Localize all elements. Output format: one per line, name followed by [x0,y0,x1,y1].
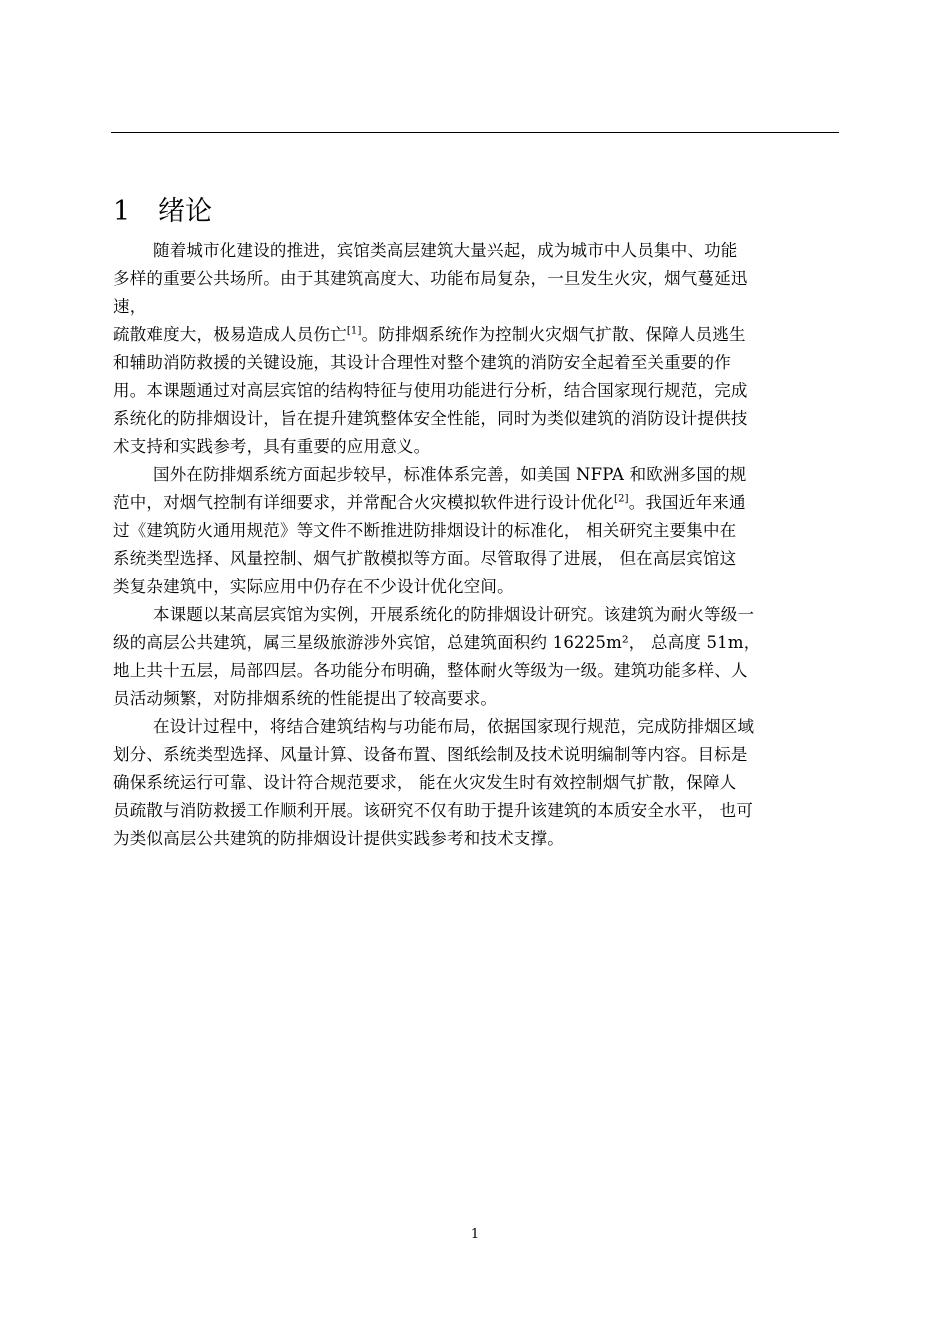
paragraph-line: 和辅助消防救援的关键设施，其设计合理性对整个建筑的消防安全起着至关重要的作 [113,353,731,372]
page-number: 1 [470,1227,480,1242]
citation-ref: [1] [346,325,362,337]
paragraph-line: 用。本课题通过对高层宾馆的结构特征与使用功能进行分析，结合国家现行规范，完成 [113,381,748,400]
paragraph-line: 类复杂建筑中，实际应用中仍存在不少设计优化空间。 [113,577,514,596]
paragraph-line: 系统化的防排烟设计，旨在提升建筑整体安全性能，同时为类似建筑的消防设计提供技 [113,409,748,428]
chapter-number: 1 [113,196,131,227]
line-text: 范中，对烟气控制有详细要求，并常配合火灾模拟软件进行设计优化 [113,493,614,512]
paragraph-line: 在设计过程中，将结合建筑结构与功能布局，依据国家现行规范，完成防排烟区域 [153,717,755,736]
paragraph-line: 多样的重要公共场所。由于其建筑高度大、功能布局复杂，一旦发生火灾，烟气蔓延迅 [113,269,748,288]
paragraph-line: 地上共十五层，局部四层。各功能分布明确，整体耐火等级为一级。建筑功能多样、人 [113,661,748,680]
line-text: 。我国近年来通 [628,493,746,512]
paragraph-line: 本课题以某高层宾馆为实例，开展系统化的防排烟设计研究。该建筑为耐火等级一 [153,605,755,624]
paragraph-line: 系统类型选择、风量控制、烟气扩散模拟等方面。尽管取得了进展， 但在高层宾馆这 [113,549,737,568]
paragraph-intro [113,237,838,461]
paragraph-project-overview [113,601,838,713]
citation-ref: [2] [614,493,629,505]
chapter-heading [113,196,212,228]
paragraph-line: 过《建筑防火通用规范》等文件不断推进防排烟设计的标准化， 相关研究主要集中在 [113,521,737,540]
line-text: 。防排烟系统作为控制火灾烟气扩散、保障人员逃生 [361,325,746,344]
body-text [113,237,838,853]
paragraph-line: 为类似高层公共建筑的防排烟设计提供实践参考和技术支撑。 [113,829,564,848]
paragraph-line: 速， [113,297,147,316]
line-text: 疏散难度大，极易造成人员伤亡 [113,325,347,344]
paragraph-line: 随着城市化建设的推进，宾馆类高层建筑大量兴起，成为城市中人员集中、功能 [153,241,738,260]
paragraph-line: 确保系统运行可靠、设计符合规范要求， 能在火灾发生时有效控制烟气扩散，保障人 [113,773,737,792]
paragraph-line: 员疏散与消防救援工作顺利开展。该研究不仅有助于提升该建筑的本质安全水平， 也可 [113,801,754,820]
paragraph-line: 员活动频繁，对防排烟系统的性能提出了较高要求。 [113,689,498,708]
paragraph-line [113,489,838,517]
paragraph-design-process [113,713,838,853]
paragraph-line [113,321,838,349]
paragraph-foreign-research [113,461,838,601]
header-rule [111,132,839,133]
chapter-title: 绪论 [158,196,212,227]
paragraph-line: 级的高层公共建筑，属三星级旅游涉外宾馆，总建筑面积约 16225m²， 总高度 51m， [113,633,761,652]
paragraph-line: 国外在防排烟系统方面起步较早，标准体系完善，如美国 NFPA 和欧洲多国的规 [153,465,747,484]
paragraph-line: 划分、系统类型选择、风量计算、设备布置、图纸绘制及技术说明编制等内容。目标是 [113,745,748,764]
paragraph-line: 术支持和实践参考，具有重要的应用意义。 [113,437,431,456]
